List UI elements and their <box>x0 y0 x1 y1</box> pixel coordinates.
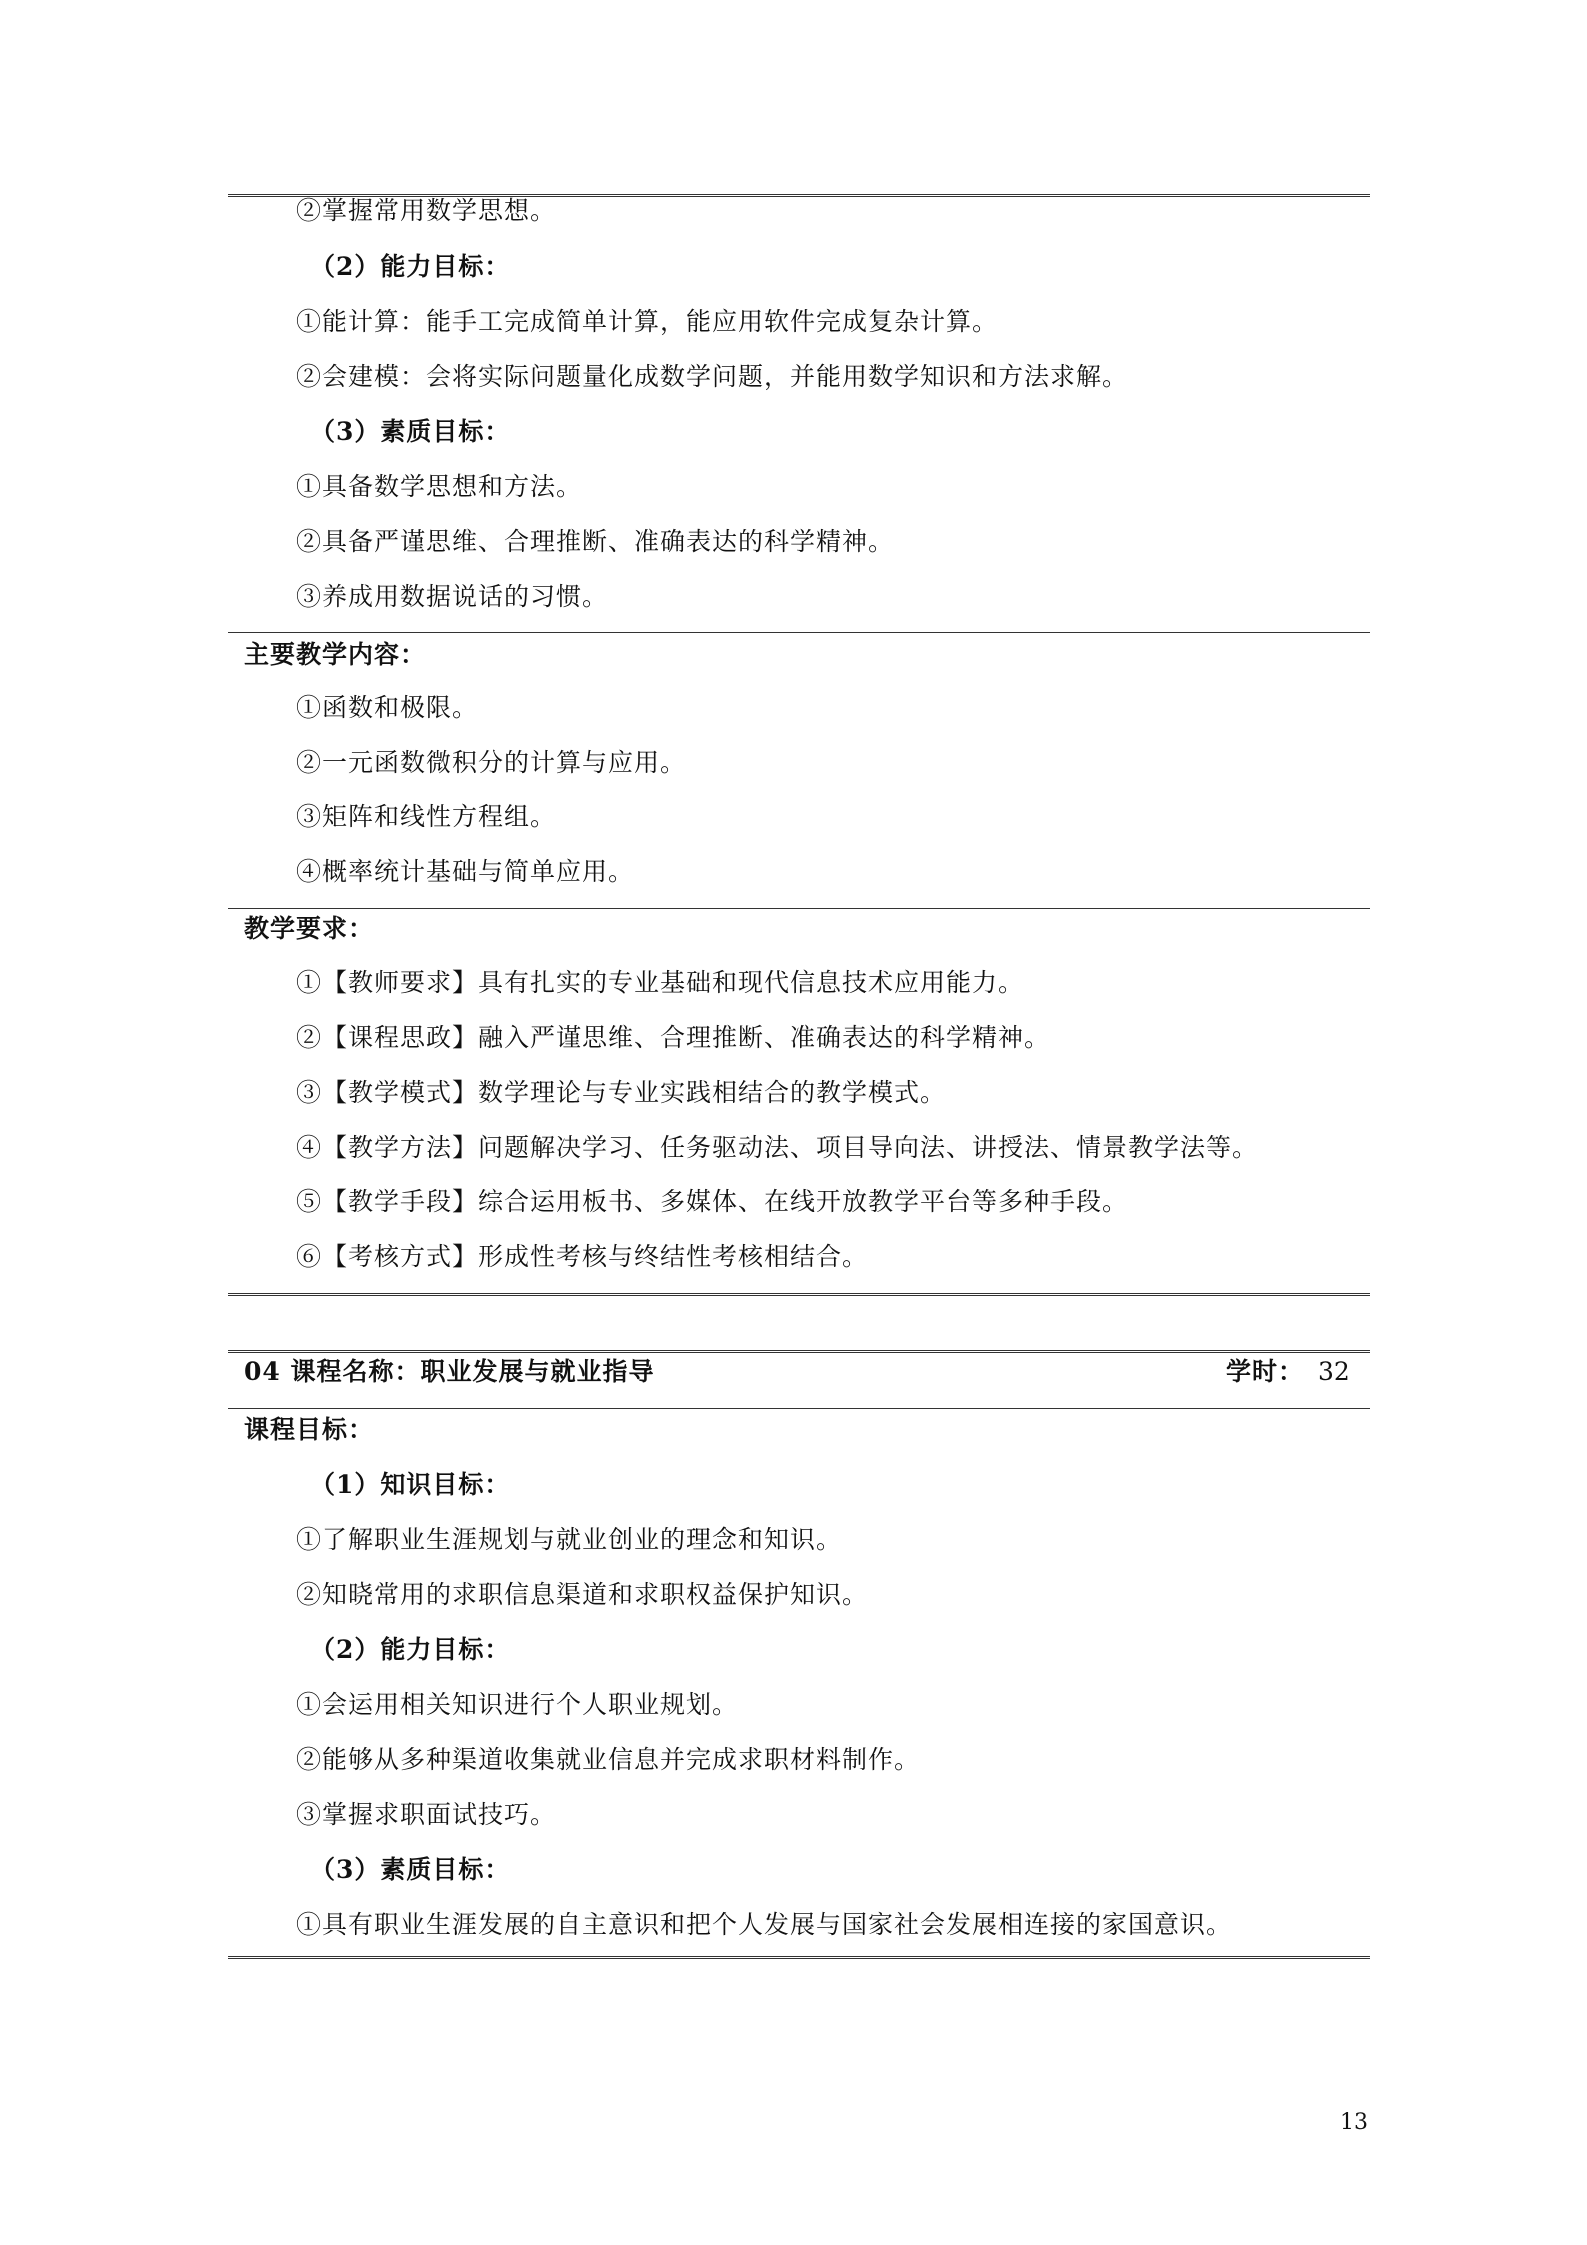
course04-ability-item-2: ②能够从多种渠道收集就业信息并完成求职材料制作。 <box>296 1745 921 1774</box>
course04-header-rule <box>228 1408 1370 1409</box>
content-title: 主要教学内容： <box>244 640 427 669</box>
course04-quality-item-1: ①具有职业生涯发展的自主意识和把个人发展与国家社会发展相连接的家国意识。 <box>296 1910 1233 1939</box>
course04-ability-item-3: ③掌握求职面试技巧。 <box>296 1800 557 1829</box>
content-item-4: ④概率统计基础与简单应用。 <box>296 857 635 886</box>
section-end-rule <box>228 1293 1370 1296</box>
requirement-item-1: ①【教师要求】具有扎实的专业基础和现代信息技术应用能力。 <box>296 968 1025 997</box>
course04-hours-value: 32 <box>1318 1357 1350 1386</box>
requirement-item-6: ⑥【考核方式】形成性考核与终结性考核相结合。 <box>296 1242 869 1271</box>
quality-item-1: ①具备数学思想和方法。 <box>296 472 583 501</box>
course04-knowledge-item-1: ①了解职业生涯规划与就业创业的理念和知识。 <box>296 1525 843 1554</box>
requirements-rule <box>228 908 1370 909</box>
ability-item-2: ②会建模：会将实际问题量化成数学问题，并能用数学知识和方法求解。 <box>296 362 1129 391</box>
page-number: 13 <box>1340 2110 1368 2135</box>
knowledge-item-2: ②掌握常用数学思想。 <box>296 196 557 225</box>
course04-name: 04 课程名称：职业发展与就业指导 <box>244 1357 655 1386</box>
content-item-1: ①函数和极限。 <box>296 693 479 722</box>
course04-hours-label: 学时： <box>1226 1357 1305 1386</box>
requirements-title: 教学要求： <box>244 914 375 943</box>
course04-knowledge-item-2: ②知晓常用的求职信息渠道和求职权益保护知识。 <box>296 1580 869 1609</box>
quality-goal-title: （3）素质目标： <box>310 417 511 446</box>
requirement-item-5: ⑤【教学手段】综合运用板书、多媒体、在线开放教学平台等多种手段。 <box>296 1187 1129 1216</box>
requirement-item-2: ②【课程思政】融入严谨思维、合理推断、准确表达的科学精神。 <box>296 1023 1051 1052</box>
course04-quality-title: （3）素质目标： <box>310 1855 511 1884</box>
course04-ability-title: （2）能力目标： <box>310 1635 511 1664</box>
course04-knowledge-title: （1）知识目标： <box>310 1470 511 1499</box>
content-item-3: ③矩阵和线性方程组。 <box>296 802 557 831</box>
course04-top-rule <box>228 1350 1370 1353</box>
content-item-2: ②一元函数微积分的计算与应用。 <box>296 748 687 777</box>
ability-item-1: ①能计算：能手工完成简单计算，能应用软件完成复杂计算。 <box>296 307 999 336</box>
content-rule <box>228 632 1370 633</box>
ability-goal-title: （2）能力目标： <box>310 252 511 281</box>
quality-item-3: ③养成用数据说话的习惯。 <box>296 582 609 611</box>
requirement-item-3: ③【教学模式】数学理论与专业实践相结合的教学模式。 <box>296 1078 947 1107</box>
quality-item-2: ②具备严谨思维、合理推断、准确表达的科学精神。 <box>296 527 895 556</box>
course04-goals-title: 课程目标： <box>244 1415 375 1444</box>
course04-ability-item-1: ①会运用相关知识进行个人职业规划。 <box>296 1690 739 1719</box>
course04-bottom-rule <box>228 1956 1370 1959</box>
requirement-item-4: ④【教学方法】问题解决学习、任务驱动法、项目导向法、讲授法、情景教学法等。 <box>296 1133 1259 1162</box>
